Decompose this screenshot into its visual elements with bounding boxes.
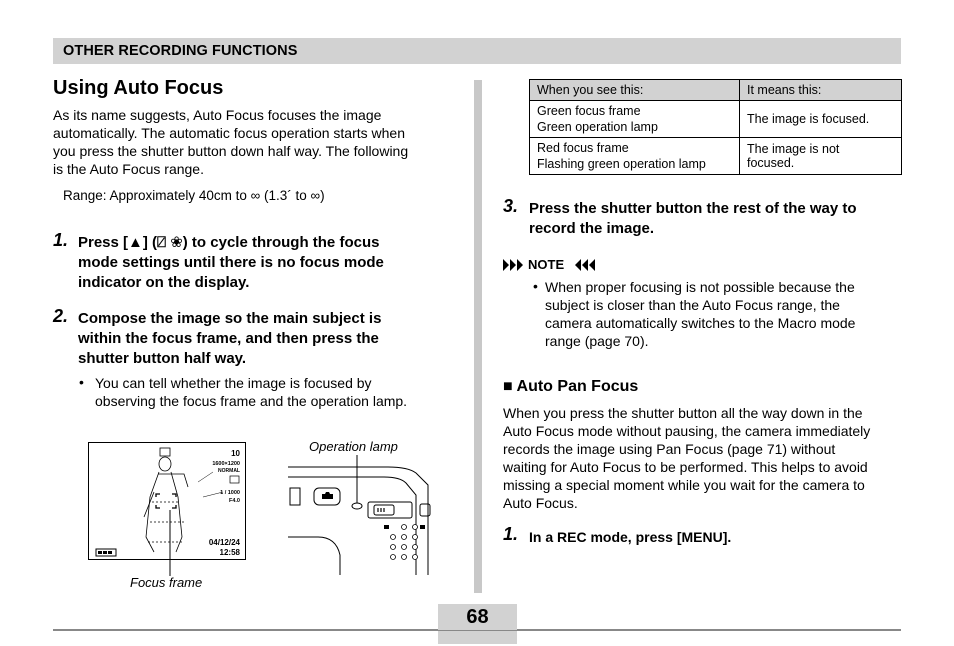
step-1-line: Press [▲] (⍁ ❀) to cycle through the focus bbox=[78, 234, 380, 251]
pan-focus-line: waiting for Auto Focus to be performed. This helps to avoid bbox=[503, 459, 868, 475]
focus-range-text: Range: Approximately 40cm to ∞ (1.3´ to ∞) bbox=[63, 188, 325, 203]
step-3-number: 3. bbox=[503, 196, 519, 216]
note-label: NOTE bbox=[528, 257, 565, 272]
camera-back-illustration bbox=[288, 455, 438, 575]
table-cell-line: The image is focused. bbox=[747, 112, 870, 126]
table-header-cell: When you see this: bbox=[530, 80, 740, 101]
lcd-image-size: 1600×1200 bbox=[212, 461, 240, 467]
table-header-row bbox=[530, 80, 902, 101]
note-bullet-dot: • bbox=[533, 278, 538, 294]
battery-icon bbox=[96, 549, 116, 556]
step-2-line: shutter button half way. bbox=[78, 350, 247, 367]
pan-step-1-text: In a REC mode, press [MENU]. bbox=[529, 529, 732, 545]
note-line: When proper focusing is not possible because the bbox=[545, 279, 855, 295]
pan-step-1-number: 1. bbox=[503, 524, 519, 544]
section-header-bar bbox=[53, 38, 901, 64]
speaker-grille-icon bbox=[391, 525, 418, 560]
note-line: range (page 70). bbox=[545, 333, 649, 349]
page-number: 68 bbox=[438, 604, 517, 630]
lcd-shutter-speed: 1 / 1000 bbox=[220, 490, 240, 496]
bullet-line: You can tell whether the image is focused by bbox=[95, 375, 372, 391]
step-2-number: 2. bbox=[53, 306, 69, 326]
page-title: Using Auto Focus bbox=[53, 77, 224, 99]
intro-line: automatically. The automatic focus operation starts when bbox=[53, 125, 405, 141]
intro-line: you press the shutter button down half way. The following bbox=[53, 143, 409, 159]
table-cell bbox=[740, 138, 902, 175]
intro-line: is the Auto Focus range. bbox=[53, 161, 204, 177]
table-cell-line: Green operation lamp bbox=[537, 120, 658, 134]
bullet-line: observing the focus frame and the operation lamp. bbox=[95, 393, 408, 409]
lcd-shot-count: 10 bbox=[231, 449, 240, 458]
page-number-tab bbox=[438, 631, 517, 644]
column-divider bbox=[474, 80, 482, 593]
lcd-time: 12:58 bbox=[219, 548, 240, 557]
mode-icon bbox=[230, 476, 239, 483]
step-2-line: Compose the image so the main subject is bbox=[78, 310, 382, 327]
table-cell bbox=[740, 101, 902, 138]
pan-focus-line: Auto Focus. bbox=[503, 495, 578, 511]
intro-line: As its name suggests, Auto Focus focuses the image bbox=[53, 107, 382, 123]
step-2-line: within the focus frame, and then press the bbox=[78, 330, 379, 347]
step-1-line: mode settings until there is no focus mode bbox=[78, 254, 384, 271]
table-header-cell: It means this: bbox=[740, 80, 902, 101]
lcd-aperture: F4.0 bbox=[228, 498, 240, 504]
note-right-arrows-icon bbox=[503, 259, 525, 271]
step-3-line: Press the shutter button the rest of the way to bbox=[529, 200, 857, 217]
pan-focus-line: When you press the shutter button all the way down in the bbox=[503, 405, 863, 421]
operation-lamp-leader-line bbox=[355, 455, 359, 507]
step-1-line: indicator on the display. bbox=[78, 274, 250, 291]
lcd-date: 04/12/24 bbox=[208, 538, 240, 547]
note-line: camera automatically switches to the Macro mode bbox=[545, 315, 856, 331]
note-left-arrows-icon bbox=[575, 259, 597, 271]
table-cell-line: Green focus frame bbox=[537, 104, 641, 118]
table-row bbox=[530, 138, 902, 175]
table-row bbox=[530, 101, 902, 138]
lcd-quality: NORMAL bbox=[218, 468, 240, 474]
table-cell bbox=[530, 101, 740, 138]
pan-focus-line: records the image using Pan Focus (page 71) without bbox=[503, 441, 836, 457]
table-cell-line: The image is not bbox=[747, 142, 840, 156]
note-line: subject is closer than the Auto Focus range, the bbox=[545, 297, 840, 313]
bullet-dot: • bbox=[79, 374, 84, 390]
pan-focus-line: missing a special moment while you wait for the camera to bbox=[503, 477, 865, 493]
section-header-title: OTHER RECORDING FUNCTIONS bbox=[63, 43, 298, 59]
caption-focus-frame: Focus frame bbox=[130, 575, 203, 590]
table-cell-line: Flashing green operation lamp bbox=[537, 157, 706, 171]
step-1-number: 1. bbox=[53, 230, 69, 250]
caption-operation-lamp: Operation lamp bbox=[309, 439, 398, 454]
table-cell bbox=[530, 138, 740, 175]
table-cell-line: focused. bbox=[747, 156, 795, 170]
auto-pan-focus-heading: ■ Auto Pan Focus bbox=[503, 378, 639, 395]
focus-frame-leader-line bbox=[168, 510, 172, 580]
pan-focus-line: Auto Focus mode without pausing, the camera immediately bbox=[503, 423, 871, 439]
table-cell-line: Red focus frame bbox=[537, 141, 629, 155]
focus-status-table bbox=[529, 79, 902, 175]
step-3-line: record the image. bbox=[529, 220, 655, 237]
